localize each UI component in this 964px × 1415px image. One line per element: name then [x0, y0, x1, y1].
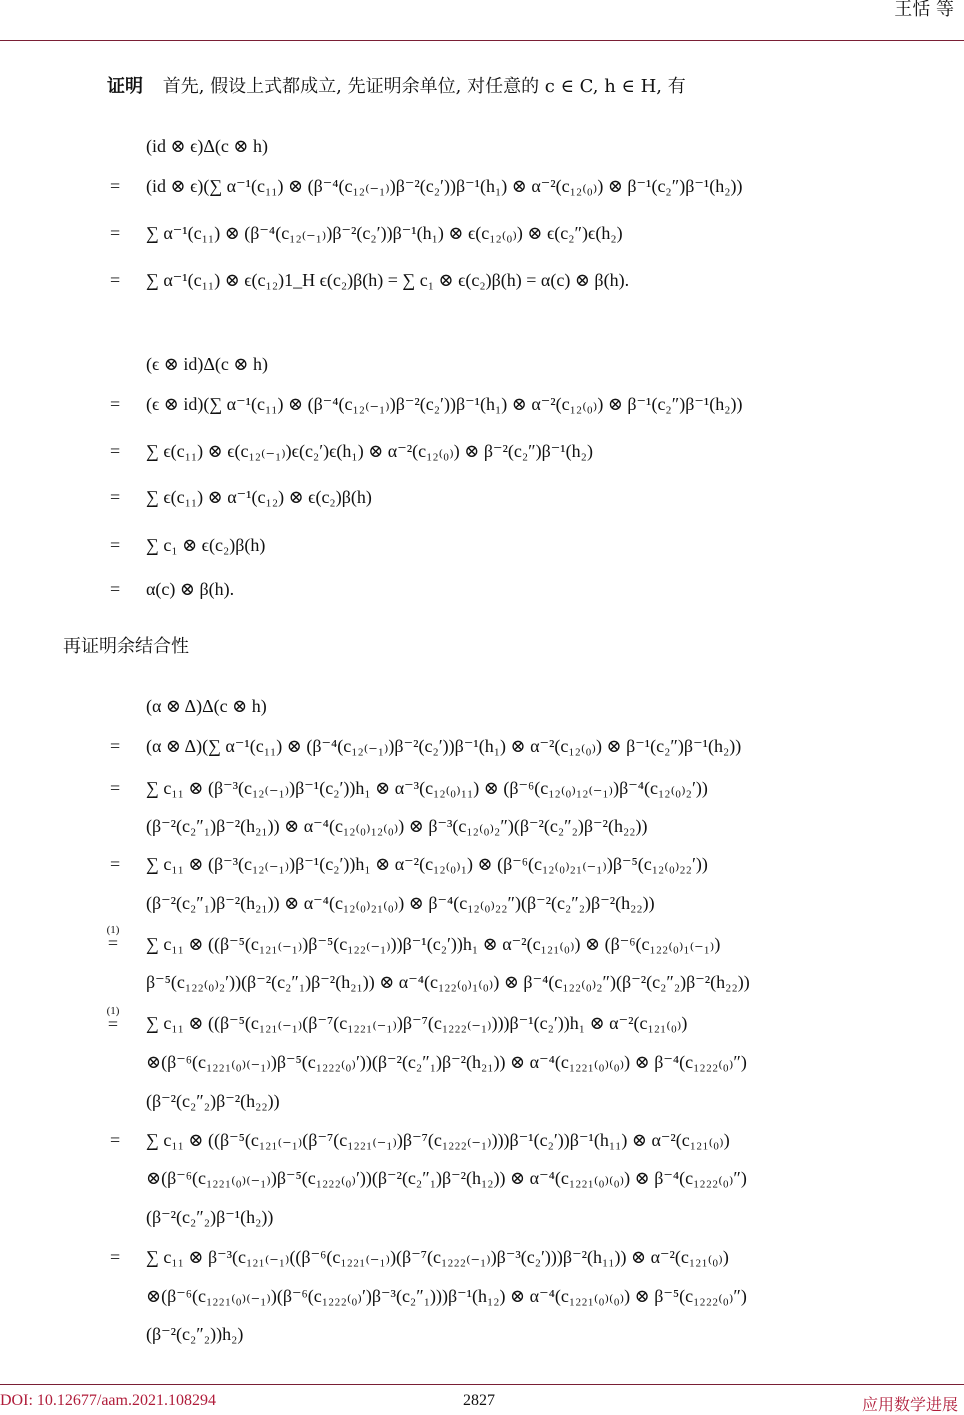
equation-line: ∑ c₁ ⊗ ϵ(c₂)β(h): [146, 535, 266, 555]
equation-line: (ϵ ⊗ id)Δ(c ⊗ h): [146, 354, 268, 374]
equation-ref-label: (1): [106, 1005, 120, 1017]
equation-line: (β⁻²(c₂″₁)β⁻²(h₂₁)) ⊗ α⁻⁴(c₁₂₍₀₎₁₂₍₀₎) ⊗ β⁻³(c₁₂₍₀₎₂″)(β⁻²(c₂″₂)β⁻²(h₂₂)): [146, 816, 648, 836]
equals-symbol: =: [107, 1014, 119, 1034]
equation-line: (β⁻²(c₂″₂)β⁻²(h₂₂)): [146, 1091, 280, 1111]
equals-sign: =: [110, 1130, 121, 1150]
footer-doi[interactable]: DOI: 10.12677/aam.2021.108294: [0, 1392, 216, 1409]
footer-page-number: 2827: [463, 1392, 495, 1409]
equation-line: (id ⊗ ϵ)Δ(c ⊗ h): [146, 136, 268, 156]
header-rule: [0, 40, 964, 41]
equation-line: ∑ c₁₁ ⊗ (β⁻³(c₁₂₍₋₁₎)β⁻¹(c₂′))h₁ ⊗ α⁻³(c₁₂₍₀₎₁₁) ⊗ (β⁻⁶(c₁₂₍₀₎₁₂₍₋₁₎)β⁻⁴(c₁₂₍₀₎₂′)): [146, 778, 708, 798]
equation-line: ∑ c₁₁ ⊗ ((β⁻⁵(c₁₂₁₍₋₁₎(β⁻⁷(c₁₂₂₁₍₋₁₎)β⁻⁷(c₁₂₂₂₍₋₁₎)))β⁻¹(c₂′))h₁ ⊗ α⁻²(c₁₂₁₍₀₎): [146, 1013, 688, 1033]
equation-line: (id ⊗ ϵ)(∑ α⁻¹(c₁₁) ⊗ (β⁻⁴(c₁₂₍₋₁₎)β⁻²(c₂′))β⁻¹(h₁) ⊗ α⁻²(c₁₂₍₀₎) ⊗ β⁻¹(c₂″)β⁻¹(h₂)): [146, 176, 743, 196]
equation-line: ∑ c₁₁ ⊗ β⁻³(c₁₂₁₍₋₁₎((β⁻⁶(c₁₂₂₁₍₋₁₎)(β⁻⁷(c₁₂₂₂₍₋₁₎)β⁻³(c₂′)))β⁻²(h₁₁)) ⊗ α⁻²(c₁₂₁₍₀₎): [146, 1247, 729, 1267]
equation-line: ∑ α⁻¹(c₁₁) ⊗ (β⁻⁴(c₁₂₍₋₁₎)β⁻²(c₂′))β⁻¹(h₁) ⊗ ϵ(c₁₂₍₀₎) ⊗ ϵ(c₂″)ϵ(h₂): [146, 223, 623, 243]
equals-sign: =: [110, 223, 121, 243]
equation-line: ∑ α⁻¹(c₁₁) ⊗ ϵ(c₁₂)1_H ϵ(c₂)β(h) = ∑ c₁ ⊗ ϵ(c₂)β(h) = α(c) ⊗ β(h).: [146, 270, 630, 290]
equals-sign: =: [110, 736, 121, 756]
equals-sign-ref-1: [104, 1006, 122, 1032]
equation-line: ∑ c₁₁ ⊗ ((β⁻⁵(c₁₂₁₍₋₁₎)β⁻⁵(c₁₂₂₍₋₁₎))β⁻¹(c₂′))h₁ ⊗ α⁻²(c₁₂₁₍₀₎) ⊗ (β⁻⁶(c₁₂₂₍₀₎₁₍₋₁₎): [146, 934, 721, 954]
equals-sign: =: [110, 176, 121, 196]
equals-sign: =: [110, 1247, 121, 1267]
equals-sign: =: [110, 535, 121, 555]
equals-sign: =: [110, 441, 121, 461]
equals-sign: =: [110, 394, 121, 414]
equation-line: ∑ c₁₁ ⊗ ((β⁻⁵(c₁₂₁₍₋₁₎(β⁻⁷(c₁₂₂₁₍₋₁₎)β⁻⁷(c₁₂₂₂₍₋₁₎)))β⁻¹(c₂′))β⁻¹(h₁₁) ⊗ α⁻²(c₁₂₁₍₀₎): [146, 1130, 730, 1150]
equation-line: ∑ ϵ(c₁₁) ⊗ α⁻¹(c₁₂) ⊗ ϵ(c₂)β(h): [146, 487, 372, 507]
equation-line: (α ⊗ Δ)Δ(c ⊗ h): [146, 696, 267, 716]
footer-rule: [0, 1384, 964, 1385]
equation-line: (ϵ ⊗ id)(∑ α⁻¹(c₁₁) ⊗ (β⁻⁴(c₁₂₍₋₁₎)β⁻²(c₂′))β⁻¹(h₁) ⊗ α⁻²(c₁₂₍₀₎) ⊗ β⁻¹(c₂″)β⁻¹(h₂)): [146, 394, 743, 414]
proof-label: 证明: [107, 76, 143, 97]
equals-sign: =: [110, 778, 121, 798]
footer-journal-name: 应用数学进展: [861, 1395, 958, 1414]
equation-ref-label: (1): [106, 924, 120, 936]
header-author: 王恬 等: [894, 0, 954, 20]
equals-sign: =: [110, 579, 121, 599]
proof-intro: [107, 74, 686, 100]
equation-line: ∑ c₁₁ ⊗ (β⁻³(c₁₂₍₋₁₎)β⁻¹(c₂′))h₁ ⊗ α⁻²(c₁₂₍₀₎₁) ⊗ (β⁻⁶(c₁₂₍₀₎₂₁₍₋₁₎)β⁻⁵(c₁₂₍₀₎₂₂′)): [146, 854, 708, 874]
equation-line: (β⁻²(c₂″₁)β⁻²(h₂₁)) ⊗ α⁻⁴(c₁₂₍₀₎₂₁₍₀₎) ⊗ β⁻⁴(c₁₂₍₀₎₂₂″)(β⁻²(c₂″₂)β⁻²(h₂₂)): [146, 893, 655, 913]
coassociativity-heading: 再证明余结合性: [63, 636, 189, 657]
equation-line: ⊗(β⁻⁶(c₁₂₂₁₍₀₎₍₋₁₎)β⁻⁵(c₁₂₂₂₍₀₎′))(β⁻²(c₂″₁)β⁻²(h₂₁)) ⊗ α⁻⁴(c₁₂₂₁₍₀₎₍₀₎) ⊗ β⁻⁴(c₁₂₂₂₍₀₎″): [146, 1052, 747, 1072]
equation-line: ⊗(β⁻⁶(c₁₂₂₁₍₀₎₍₋₁₎)β⁻⁵(c₁₂₂₂₍₀₎′))(β⁻²(c₂″₁)β⁻²(h₁₂)) ⊗ α⁻⁴(c₁₂₂₁₍₀₎₍₀₎) ⊗ β⁻⁴(c₁₂₂₂₍₀₎″): [146, 1168, 747, 1188]
equals-sign-ref-1: [104, 925, 122, 951]
equation-line: (α ⊗ Δ)(∑ α⁻¹(c₁₁) ⊗ (β⁻⁴(c₁₂₍₋₁₎)β⁻²(c₂′))β⁻¹(h₁) ⊗ α⁻²(c₁₂₍₀₎) ⊗ β⁻¹(c₂″)β⁻¹(h₂)): [146, 736, 742, 756]
proof-intro-text: 首先, 假设上式都成立, 先证明余单位, 对任意的 c ∈ C, h ∈ H, 有: [162, 76, 686, 97]
equals-symbol: =: [107, 933, 119, 953]
equation-line: β⁻⁵(c₁₂₂₍₀₎₂′))(β⁻²(c₂″₁)β⁻²(h₂₁)) ⊗ α⁻⁴(c₁₂₂₍₀₎₁₍₀₎) ⊗ β⁻⁴(c₁₂₂₍₀₎₂″)(β⁻²(c₂″₂)β⁻²(h₂₂)): [146, 972, 750, 992]
equation-line: (β⁻²(c₂″₂))h₂): [146, 1324, 244, 1344]
equation-line: α(c) ⊗ β(h).: [146, 579, 235, 599]
equals-sign: =: [110, 854, 121, 874]
equation-line: ⊗(β⁻⁶(c₁₂₂₁₍₀₎₍₋₁₎)(β⁻⁶(c₁₂₂₂₍₀₎′)β⁻³(c₂″₁)))β⁻¹(h₁₂) ⊗ α⁻⁴(c₁₂₂₁₍₀₎₍₀₎) ⊗ β⁻⁵(c₁₂₂₂₍₀₎″): [146, 1286, 747, 1306]
equals-sign: =: [110, 487, 121, 507]
equals-sign: =: [110, 270, 121, 290]
equation-line: (β⁻²(c₂″₂)β⁻¹(h₂)): [146, 1207, 274, 1227]
equation-line: ∑ ϵ(c₁₁) ⊗ ϵ(c₁₂₍₋₁₎)ϵ(c₂′)ϵ(h₁) ⊗ α⁻²(c₁₂₍₀₎) ⊗ β⁻²(c₂″)β⁻¹(h₂): [146, 441, 593, 461]
